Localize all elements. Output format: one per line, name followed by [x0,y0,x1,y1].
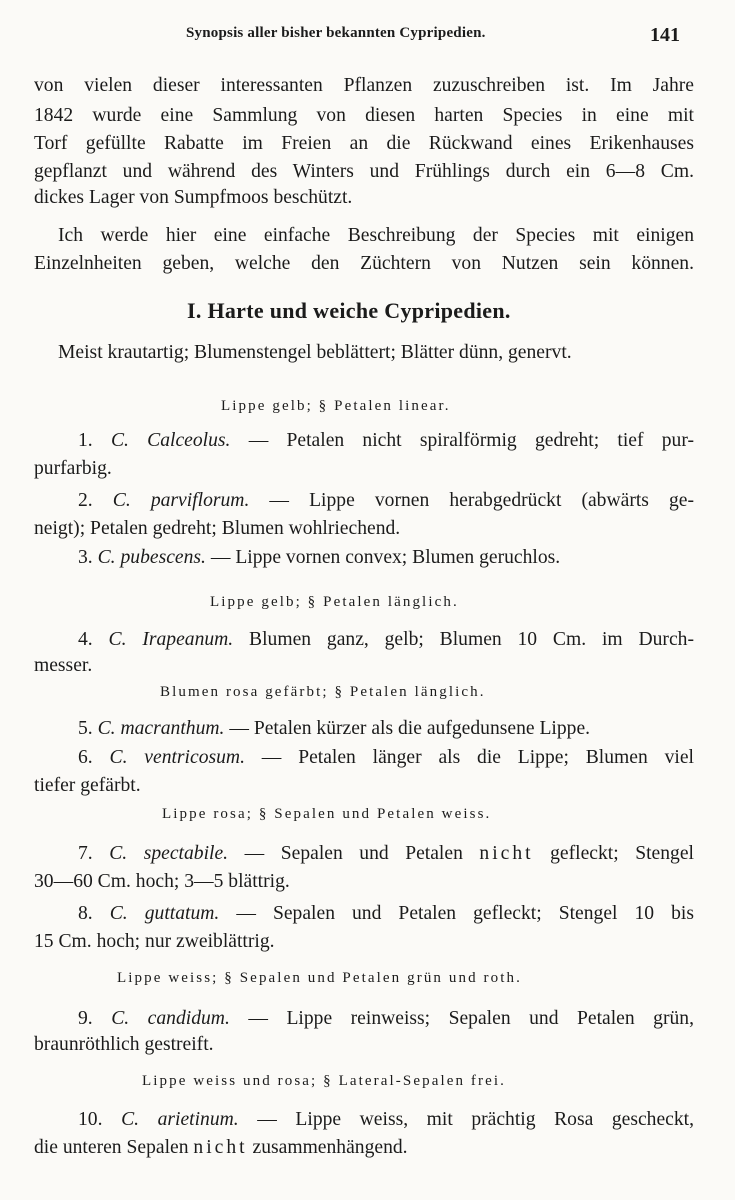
text-line: purfarbig. [34,458,112,479]
text-line: tiefer gefärbt. [34,775,141,796]
page-number: 141 [650,24,680,46]
group-heading: Lippe gelb; § Petalen länglich. [210,594,459,610]
running-header: Synopsis aller bisher bekannten Cypripedien. [186,25,486,41]
group-heading: Blumen rosa gefärbt; § Petalen länglich. [160,684,486,700]
group-heading: Lippe rosa; § Sepalen und Petalen weiss. [162,806,492,822]
species-name: parviflorum. [150,490,250,511]
section-title: I. Harte und weiche Cypripedien. [187,298,511,323]
text-line: Einzelnheiten geben, welche den Züchtern von Nutzen sein können. [34,253,694,274]
text-line: dickes Lager von Sumpfmoos beschützt. [34,187,353,208]
text-line: braunröthlich gestreift. [34,1034,214,1055]
section-subtitle: Meist krautartig; Blumenstengel beblättert; Blätter dünn, genervt. [58,342,572,363]
text-line: messer. [34,655,93,676]
species-name: guttatum. [144,903,220,924]
text-line: 15 Cm. hoch; nur zweiblättrig. [34,931,275,952]
species-entry: 3. C. pubescens. — Lippe vornen convex; Blumen geruchlos. [78,547,561,568]
text-line: neigt); Petalen gedreht; Blumen wohlriechend. [34,518,401,539]
group-heading: Lippe weiss; § Sepalen und Petalen grün und roth. [117,970,522,986]
group-heading: Lippe gelb; § Petalen linear. [221,398,451,414]
text-line: 30—60 Cm. hoch; 3—5 blättrig. [34,871,290,892]
species-entry: 2. C. parviflorum. — Lippe vornen herabgedrückt (abwärts ge- [78,490,694,511]
species-name: pubescens. [120,547,206,568]
species-entry: 7. C. spectabile. — Sepalen und Petalen nicht gefleckt; Stengel [78,843,694,864]
text-line: Ich werde hier eine einfache Beschreibung der Species mit einigen [58,225,694,246]
text-line: von vielen dieser interessanten Pflanzen zuzuschreiben ist. Im Jahre [34,75,694,96]
species-name: Calceolus. [147,430,231,451]
species-entry: 8. C. guttatum. — Sepalen und Petalen gefleckt; Stengel 10 bis [78,903,694,924]
species-name: Irapeanum. [142,629,234,650]
text-line: 1842 wurde eine Sammlung von diesen harten Species in eine mit [34,105,694,126]
species-name: macranthum. [120,718,225,739]
species-entry: 5. C. macranthum. — Petalen kürzer als die aufgedunsene Lippe. [78,718,591,739]
species-entry: 1. C. Calceolus. — Petalen nicht spiralförmig gedreht; tief pur- [78,430,694,451]
text-line: gepflanzt und während des Winters und Frühlings durch ein 6—8 Cm. [34,161,694,182]
species-name: arietinum. [157,1109,239,1130]
species-entry: 9. C. candidum. — Lippe reinweiss; Sepalen und Petalen grün, [78,1008,694,1029]
species-name: spectabile. [143,843,229,864]
species-name: candidum. [147,1008,230,1029]
species-entry: 10. C. arietinum. — Lippe weiss, mit prächtig Rosa gescheckt, [78,1109,694,1130]
group-heading: Lippe weiss und rosa; § Lateral-Sepalen frei. [142,1073,506,1089]
text-line: Torf gefüllte Rabatte im Freien an die Rückwand eines Erikenhauses [34,133,694,154]
species-name: ventricosum. [144,747,245,768]
species-entry: 4. C. Irapeanum. Blumen ganz, gelb; Blumen 10 Cm. im Durch- [78,629,694,650]
species-entry-continuation: die unteren Sepalen nicht zusammenhängend. [34,1137,408,1158]
species-entry: 6. C. ventricosum. — Petalen länger als die Lippe; Blumen viel [78,747,694,768]
